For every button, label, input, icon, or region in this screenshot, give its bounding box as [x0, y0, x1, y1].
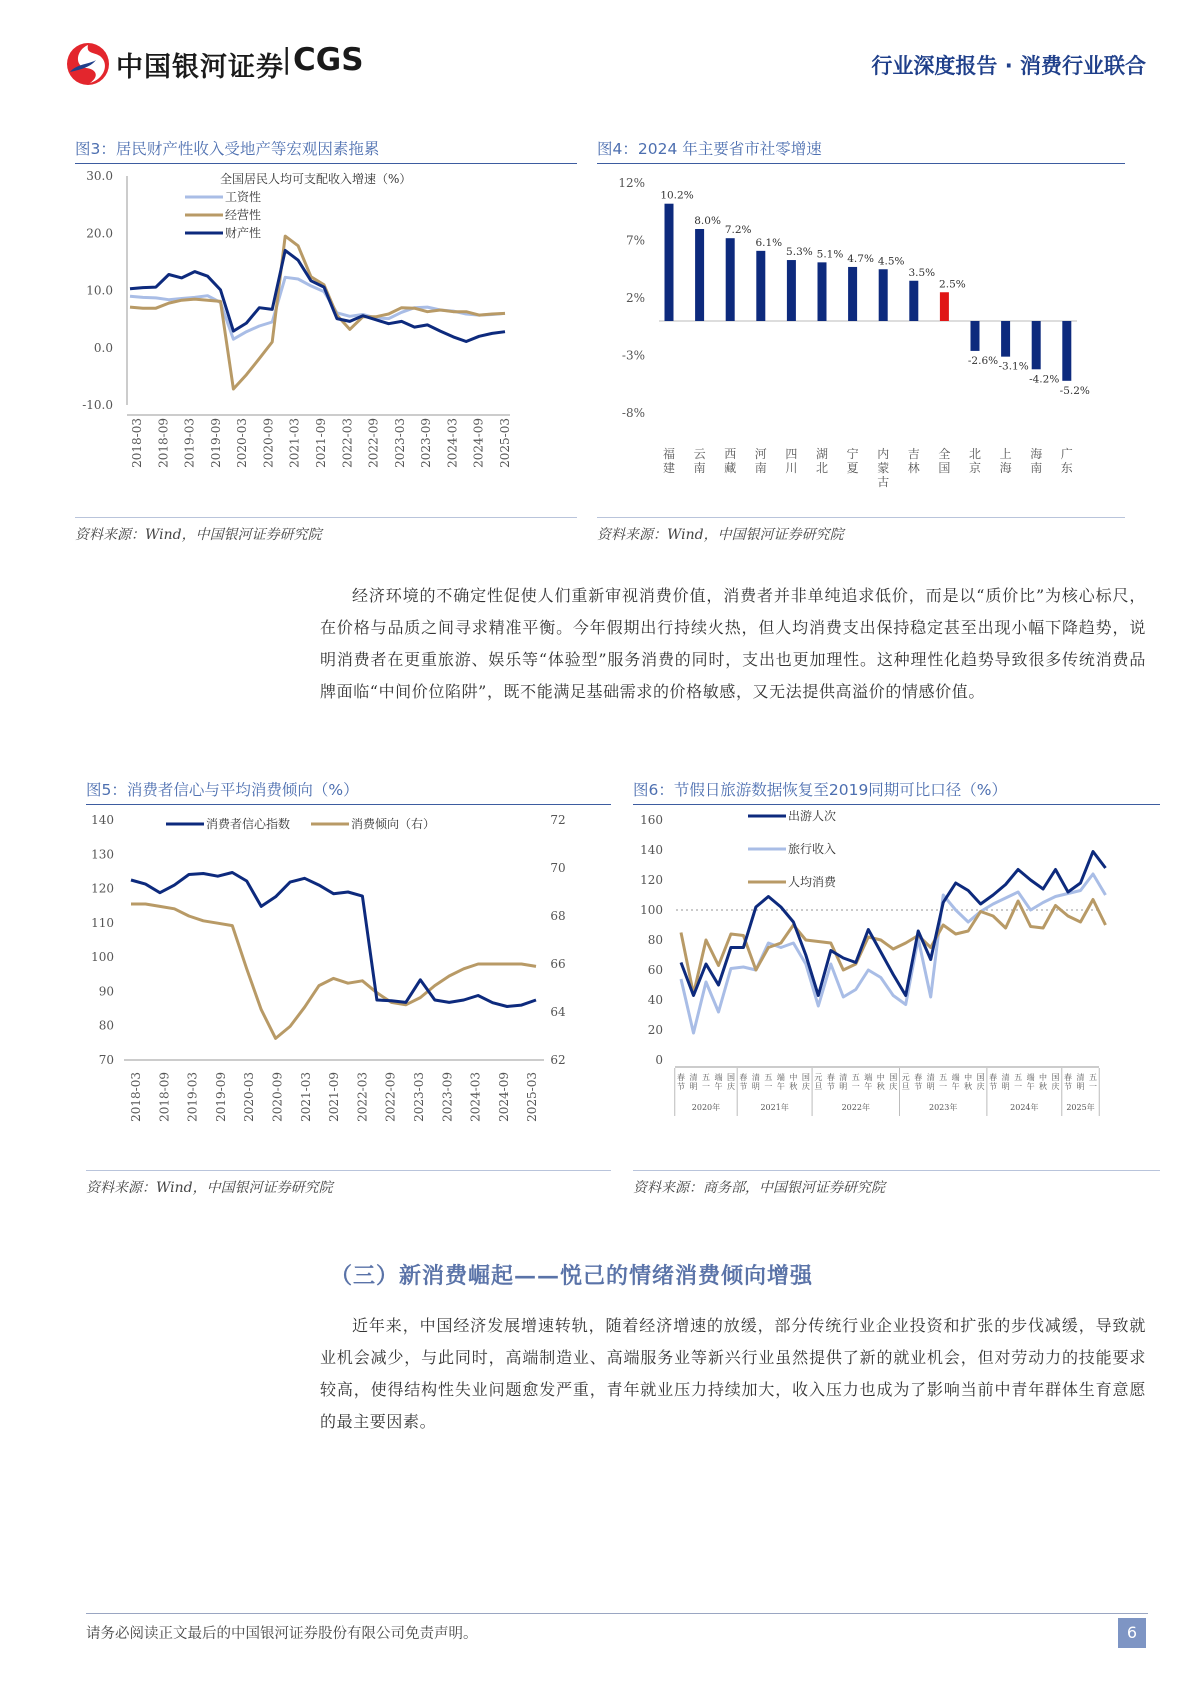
fig4-category-label-char: 南	[1030, 461, 1043, 475]
fig5-y-tick: 140	[91, 813, 114, 827]
fig6-category-label-char: 春	[914, 1073, 923, 1082]
fig4-category-label-char: 内	[877, 447, 890, 461]
fig6-category-label-char: 节	[989, 1082, 998, 1091]
fig4-category-label-char: 河	[754, 447, 767, 461]
fig3-y-tick: 0.0	[93, 340, 113, 355]
fig6-source: 资料来源：商务部，中国银河证券研究院	[633, 1180, 885, 1196]
fig4-bar	[665, 204, 674, 321]
brand-name-cn: 中国银河证券	[116, 52, 284, 83]
fig5-x-tick: 2022-09	[383, 1072, 398, 1122]
fig6-category-label-char: 庆	[801, 1082, 810, 1091]
fig4-y-tick: -8%	[621, 406, 645, 420]
fig5-chart	[86, 810, 611, 1165]
fig3-x-tick: 2022-03	[340, 418, 355, 468]
fig3-x-tick: 2021-09	[314, 418, 328, 468]
fig3-y-tick: 30.0	[86, 169, 113, 183]
fig6-legend-label: 人均消费	[788, 875, 837, 889]
fig6-category-label-char: 五	[851, 1073, 860, 1082]
fig4-bar	[909, 281, 918, 321]
fig6-category-label-char: 庆	[1051, 1082, 1060, 1091]
fig5-y-tick: 100	[91, 950, 114, 965]
fig4-category-label-char: 吉	[907, 447, 920, 461]
fig4-category-label-char: 国	[938, 461, 951, 475]
fig6-category-label-char: 五	[1089, 1073, 1097, 1082]
fig6-category-label-char: 国	[1051, 1073, 1060, 1082]
fig6-legend-label: 旅行收入	[788, 842, 837, 856]
fig4-data-label: 5.1%	[816, 248, 844, 261]
fig6-year-label: 2021年	[760, 1103, 789, 1112]
fig5-x-tick: 2018-09	[157, 1072, 172, 1122]
fig6-chart	[633, 810, 1160, 1165]
fig4-category-label-char: 蒙	[877, 461, 890, 475]
fig3-x-tick: 2020-03	[235, 418, 250, 468]
fig4-data-label: 7.2%	[724, 224, 752, 237]
fig6-category-label-char: 旦	[814, 1082, 823, 1091]
fig4-data-label: 4.5%	[877, 255, 905, 268]
fig4-category-label-char: 南	[754, 461, 767, 475]
fig4-bar	[787, 260, 796, 321]
fig6-y-tick: 140	[640, 843, 663, 857]
fig6-year-label: 2022年	[841, 1103, 870, 1112]
footer-disclaimer: 请务必阅读正文最后的中国银河证券股份有限公司免责声明。	[86, 1626, 478, 1642]
fig5-x-tick: 2023-03	[412, 1072, 426, 1122]
fig6-category-label-char: 庆	[889, 1082, 898, 1091]
fig5-y-tick: 110	[91, 915, 114, 930]
fig4-y-tick: 12%	[618, 176, 645, 190]
fig5-x-tick: 2018-03	[129, 1072, 143, 1122]
fig3-x-tick: 2024-03	[445, 418, 460, 468]
fig5-x-tick: 2019-03	[185, 1072, 200, 1122]
body-paragraph-2: 近年来，中国经济发展增速转轨，随着经济增速的放缓，部分传统行业企业投资和扩张的步伐减缓，导致就业机会减少，与此同时，高端制造业、高端服务业等新兴行业虽然提供了新的就业机会，但对劳动力的技能要求较高，使得结构性失业问题愈发严重，青年就业压力持续加大，收入压力也成为了影响当前中青年群体生育意愿的最主要因素。	[320, 1316, 1146, 1431]
fig3-series-line	[130, 277, 505, 339]
fig5-top-rule	[86, 804, 611, 805]
fig4-title: 图4：2024 年主要省市社零增速	[597, 140, 822, 158]
fig5-y-tick: 90	[98, 984, 114, 999]
fig6-category-label-char: 国	[801, 1073, 810, 1082]
fig4-bar	[879, 269, 888, 321]
fig5-y-tick: 70	[98, 1053, 114, 1067]
fig5-y2-tick: 72	[550, 813, 566, 827]
fig4-data-label: -3.1%	[998, 360, 1029, 373]
fig4-bar	[818, 262, 827, 321]
fig5-x-tick: 2020-03	[242, 1072, 257, 1122]
fig3-x-tick: 2018-03	[130, 418, 144, 468]
fig5-x-tick: 2022-03	[355, 1072, 370, 1122]
fig4-category-label-char: 南	[693, 461, 706, 475]
fig4-category-label-char: 北	[968, 447, 982, 461]
fig6-category-label-char: 清	[1076, 1073, 1085, 1082]
fig4-category-label-char: 上	[999, 447, 1012, 461]
fig5-x-tick: 2024-09	[496, 1072, 511, 1122]
fig6-series-line	[681, 852, 1106, 996]
fig6-category-label-char: 清	[839, 1073, 848, 1082]
fig4-y-tick: 7%	[625, 233, 645, 248]
fig6-category-label-char: 中	[964, 1073, 973, 1082]
fig5-y2-tick: 70	[550, 861, 566, 875]
fig6-category-label-char: 明	[1001, 1082, 1010, 1091]
fig5-x-tick: 2023-09	[440, 1072, 455, 1122]
fig5-y-tick: 120	[91, 881, 114, 896]
fig4-category-label-char: 福	[662, 447, 676, 461]
fig6-y-tick: 80	[647, 933, 663, 947]
fig6-category-label-char: 五	[939, 1073, 948, 1082]
fig6-category-label-char: 庆	[726, 1082, 735, 1091]
galaxy-logo-icon	[66, 42, 110, 86]
fig5-x-tick: 2019-09	[213, 1072, 228, 1122]
fig6-category-label-char: 一	[701, 1082, 710, 1091]
fig6-category-label-char: 午	[864, 1082, 873, 1091]
brand-separator: |	[282, 42, 292, 75]
fig6-y-tick: 40	[647, 993, 663, 1007]
fig5-source: 资料来源：Wind，中国银河证券研究院	[86, 1180, 333, 1196]
fig6-y-tick: 100	[640, 903, 663, 917]
report-type: 行业深度报告 · 消费行业联合	[871, 54, 1146, 78]
fig3-x-tick: 2022-09	[366, 418, 381, 468]
fig6-series-line	[681, 874, 1106, 1033]
fig3-x-tick: 2023-03	[392, 418, 407, 468]
fig6-category-label-char: 清	[1001, 1073, 1010, 1082]
fig6-category-label-char: 端	[776, 1073, 785, 1082]
fig6-category-label-char: 清	[689, 1073, 698, 1082]
fig5-x-tick: 2025-03	[525, 1072, 540, 1122]
fig5-y2-tick: 66	[550, 957, 566, 971]
fig4-category-label-char: 古	[877, 475, 890, 489]
fig4-category-label-char: 四	[785, 447, 798, 461]
fig4-category-label-char: 夏	[846, 461, 859, 475]
fig4-category-label-char: 宁	[846, 447, 859, 461]
fig3-source: 资料来源：Wind，中国银河证券研究院	[75, 527, 322, 543]
fig4-bar	[1032, 321, 1041, 369]
brand-logo	[66, 42, 110, 86]
fig3-chart	[75, 168, 577, 513]
fig4-y-tick: -3%	[621, 348, 645, 363]
fig6-category-label-char: 中	[789, 1073, 798, 1082]
fig6-category-label-char: 一	[939, 1082, 948, 1091]
fig6-category-label-char: 一	[764, 1082, 773, 1091]
fig6-year-label: 2025年	[1066, 1103, 1095, 1112]
fig3-y-tick: 10.0	[86, 283, 113, 298]
fig6-category-label-char: 国	[889, 1073, 898, 1082]
fig3-legend-label: 财产性	[225, 226, 262, 240]
fig6-top-rule	[633, 804, 1160, 805]
fig6-category-label-char: 节	[914, 1082, 923, 1091]
fig6-category-label-char: 中	[1039, 1073, 1048, 1082]
fig6-y-tick: 0	[655, 1053, 663, 1067]
fig6-category-label-char: 端	[951, 1073, 960, 1082]
fig6-year-label: 2023年	[929, 1103, 958, 1112]
fig6-category-label-char: 端	[1026, 1073, 1035, 1082]
fig6-category-label-char: 明	[689, 1082, 698, 1091]
fig6-category-label-char: 节	[1064, 1082, 1073, 1091]
fig4-category-label-char: 川	[785, 461, 798, 475]
fig4-category-label-char: 海	[1030, 447, 1043, 461]
fig6-category-label-char: 元	[814, 1073, 823, 1082]
fig4-bar	[1001, 321, 1010, 357]
fig6-category-label-char: 午	[714, 1082, 723, 1091]
fig4-category-label-char: 林	[907, 461, 920, 475]
fig3-series-line	[130, 236, 505, 389]
fig6-bottom-rule	[633, 1170, 1160, 1171]
fig4-data-label: -4.2%	[1029, 373, 1060, 386]
fig4-data-label: -2.6%	[967, 354, 999, 367]
fig6-category-label-char: 秋	[964, 1082, 973, 1091]
fig3-x-tick: 2018-09	[156, 418, 171, 468]
fig6-category-label-char: 明	[751, 1082, 760, 1091]
fig5-legend-label: 消费倾向（右）	[351, 817, 436, 831]
fig3-chart-title: 全国居民人均可支配收入增速（%）	[220, 172, 412, 186]
fig6-category-label-char: 明	[926, 1082, 935, 1091]
fig6-category-label-char: 一	[1089, 1082, 1097, 1091]
fig4-data-label: -5.2%	[1059, 384, 1090, 397]
fig4-source: 资料来源：Wind，中国银河证券研究院	[597, 527, 844, 543]
fig6-category-label-char: 端	[864, 1073, 873, 1082]
fig4-bar	[848, 267, 857, 321]
footer-rule	[86, 1613, 1148, 1614]
fig6-category-label-char: 一	[851, 1082, 860, 1091]
fig6-category-label-char: 春	[1064, 1073, 1073, 1082]
fig4-data-label: 2.5%	[939, 278, 966, 291]
fig6-category-label-char: 五	[701, 1073, 710, 1082]
fig4-category-label-char: 西	[724, 447, 737, 461]
fig4-bar	[940, 292, 949, 321]
fig3-legend-label: 经营性	[225, 208, 262, 222]
fig4-category-label-char: 建	[662, 461, 676, 475]
fig6-category-label-char: 春	[739, 1073, 748, 1082]
fig6-category-label-char: 春	[989, 1073, 998, 1082]
fig6-category-label-char: 国	[726, 1073, 735, 1082]
fig6-category-label-char: 中	[876, 1073, 885, 1082]
fig4-data-label: 6.1%	[755, 236, 783, 249]
fig3-x-tick: 2021-03	[287, 418, 302, 468]
fig6-title: 图6：节假日旅游数据恢复至2019同期可比口径（%）	[633, 781, 1008, 799]
fig5-x-tick: 2021-03	[298, 1072, 313, 1122]
fig3-x-tick: 2020-09	[261, 418, 276, 468]
fig6-category-label-char: 节	[677, 1082, 685, 1091]
fig6-category-label-char: 国	[976, 1073, 985, 1082]
fig6-category-label-char: 秋	[789, 1082, 798, 1091]
fig5-legend-label: 消费者信心指数	[206, 817, 291, 831]
fig6-category-label-char: 节	[826, 1082, 835, 1091]
body-paragraph-1: 经济环境的不确定性促使人们重新审视消费价值，消费者并非单纯追求低价，而是以“质价比”为核心标尺，在价格与品质之间寻求精准平衡。今年假期出行持续火热，但人均消费支出保持稳定甚至出现小幅下降趋势，说明消费者在更重旅游、娱乐等“体验型”服务消费的同时，支出也更加理性。这种理性化趋势导致很多传统消费品牌面临“中间价位陷阱”，既不能满足基础需求的价格敏感，又无法提供高溢价的情感价值。	[320, 586, 1146, 701]
fig4-data-label: 8.0%	[694, 215, 721, 227]
fig5-x-tick: 2020-09	[270, 1072, 285, 1122]
fig5-x-tick: 2021-09	[327, 1072, 342, 1122]
fig4-category-label-char: 藏	[724, 461, 737, 475]
fig5-y2-tick: 68	[550, 909, 566, 923]
fig5-y2-tick: 64	[550, 1005, 566, 1019]
fig4-data-label: 4.7%	[847, 252, 874, 265]
fig3-x-tick: 2024-09	[471, 418, 486, 468]
fig3-title: 图3：居民财产性收入受地产等宏观因素拖累	[75, 140, 380, 158]
fig6-category-label-char: 清	[751, 1073, 760, 1082]
fig4-top-rule	[597, 163, 1125, 164]
fig4-category-label-char: 湖	[815, 447, 829, 461]
fig6-y-tick: 60	[647, 963, 663, 977]
fig4-bar	[695, 229, 704, 321]
brand-name-en: CGS	[293, 42, 364, 78]
fig5-x-tick: 2024-03	[468, 1072, 483, 1122]
fig4-data-label: 10.2%	[660, 189, 694, 202]
fig5-title: 图5：消费者信心与平均消费倾向（%）	[86, 781, 359, 799]
fig3-top-rule	[75, 163, 577, 164]
fig4-bottom-rule	[597, 517, 1125, 518]
fig6-category-label-char: 午	[951, 1082, 960, 1091]
fig6-category-label-char: 明	[1076, 1082, 1085, 1091]
fig6-category-label-char: 五	[1014, 1073, 1023, 1082]
fig5-series-line	[131, 873, 536, 1007]
fig6-category-label-char: 节	[739, 1082, 748, 1091]
fig3-y-tick: -10.0	[82, 398, 113, 412]
fig4-category-label-char: 北	[815, 461, 829, 475]
fig5-bottom-rule	[86, 1170, 611, 1171]
fig4-category-label-char: 云	[693, 447, 706, 461]
fig6-category-label-char: 旦	[901, 1082, 910, 1091]
fig6-category-label-char: 午	[776, 1082, 785, 1091]
fig3-x-tick: 2019-03	[182, 418, 197, 468]
fig6-category-label-char: 五	[764, 1073, 773, 1082]
fig6-year-label: 2020年	[691, 1103, 721, 1112]
fig3-y-tick: 20.0	[86, 226, 113, 241]
fig4-bar	[1062, 321, 1071, 381]
fig6-category-label-char: 秋	[876, 1082, 885, 1091]
section-heading: （三）新消费崛起——悦己的情绪消费倾向增强	[330, 1263, 814, 1289]
fig6-y-tick: 160	[640, 813, 663, 827]
fig6-category-label-char: 春	[677, 1073, 685, 1082]
fig4-category-label-char: 东	[1060, 461, 1073, 475]
fig5-y-tick: 80	[98, 1018, 114, 1033]
fig6-year-label: 2024年	[1010, 1103, 1039, 1112]
fig5-series-line	[131, 904, 536, 1038]
fig4-y-tick: 2%	[625, 291, 645, 305]
fig6-y-tick: 120	[640, 873, 663, 887]
fig6-category-label-char: 明	[839, 1082, 848, 1091]
fig4-category-label-char: 海	[999, 461, 1012, 475]
fig4-category-label-char: 京	[968, 461, 982, 475]
fig4-category-label-char: 全	[938, 447, 951, 461]
fig3-x-tick: 2025-03	[498, 418, 512, 468]
fig3-legend-label: 工资性	[225, 190, 262, 204]
fig3-x-tick: 2019-09	[208, 418, 223, 468]
fig6-category-label-char: 秋	[1039, 1082, 1048, 1091]
fig3-x-tick: 2023-09	[419, 418, 434, 468]
fig4-data-label: 5.3%	[786, 246, 813, 259]
fig5-y-tick: 130	[91, 847, 114, 862]
fig6-y-tick: 20	[647, 1023, 663, 1037]
fig6-legend-label: 出游人次	[788, 810, 837, 823]
page-number: 6	[1118, 1618, 1146, 1648]
fig4-category-label-char: 广	[1060, 447, 1073, 461]
fig6-category-label-char: 清	[926, 1073, 935, 1082]
fig6-category-label-char: 午	[1026, 1082, 1035, 1091]
fig5-y2-tick: 62	[550, 1053, 566, 1067]
fig3-series-line	[130, 250, 505, 341]
fig6-category-label-char: 元	[901, 1073, 910, 1082]
fig4-bar	[756, 251, 765, 321]
fig4-bar	[726, 238, 735, 321]
fig6-category-label-char: 一	[1014, 1082, 1023, 1091]
fig4-bar	[971, 321, 980, 351]
fig6-category-label-char: 春	[826, 1073, 835, 1082]
fig6-category-label-char: 庆	[976, 1082, 985, 1091]
fig4-chart	[597, 168, 1125, 513]
fig6-category-label-char: 端	[714, 1073, 723, 1082]
fig4-data-label: 3.5%	[908, 266, 936, 279]
fig3-bottom-rule	[75, 517, 577, 518]
